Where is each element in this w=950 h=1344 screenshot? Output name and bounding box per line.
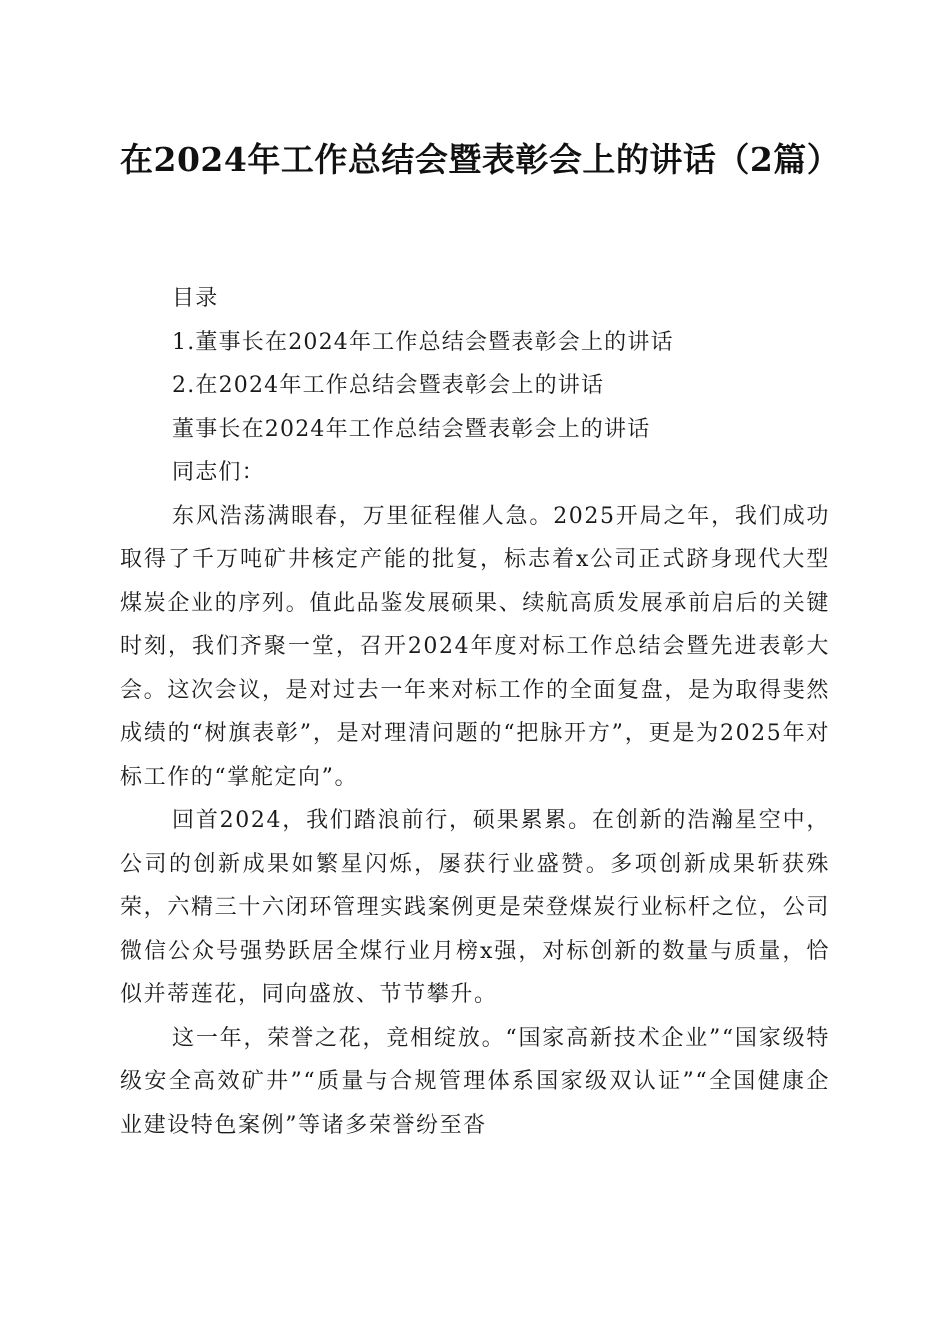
speech-title: 董事长在2024年工作总结会暨表彰会上的讲话 [172, 416, 651, 442]
paragraph: 这一年，荣誉之花，竞相绽放。“国家高新技术企业”“国家级特级安全高效矿井”“质量与合规管理体系国家级双认证”“全国健康企业建设特色案例”等诸多荣誉纷至沓 [120, 1025, 830, 1138]
paragraph: 东风浩荡满眼春，万里征程催人急。2025开局之年，我们成功取得了千万吨矿井核定产能的批复，标志着x公司正式跻身现代大型煤炭企业的序列。值此品鉴发展硕果、续航高质发展承前启后的关键时刻，我们齐聚一堂，召开2024年度对标工作总结会暨先进表彰大会。这次会议，是对过去一年来对标工作的全面复盘，是为取得斐然成绩的“树旗表彰”，是对理清问题的“把脉开方”，更是为2025年对标工作的“掌舵定向”。 [120, 503, 830, 790]
paragraph: 回首2024，我们踏浪前行，硕果累累。在创新的浩瀚星空中，公司的创新成果如繁星闪烁，屡获行业盛赞。多项创新成果斩获殊荣，六精三十六闭环管理实践案例更是荣登煤炭行业标杆之位，公司微信公众号强势跃居全煤行业月榜x强，对标创新的数量与质量，恰似并蒂莲花，同向盛放、节节攀升。 [120, 808, 830, 1007]
document-body [120, 277, 830, 1147]
salutation: 同志们： [172, 460, 265, 485]
toc-heading: 目录 [172, 286, 219, 311]
toc-item: 2.在2024年工作总结会暨表彰会上的讲话 [172, 373, 605, 398]
document-title: 在2024年工作总结会暨表彰会上的讲话（2篇） [120, 140, 841, 179]
toc-item: 1.董事长在2024年工作总结会暨表彰会上的讲话 [172, 329, 674, 355]
